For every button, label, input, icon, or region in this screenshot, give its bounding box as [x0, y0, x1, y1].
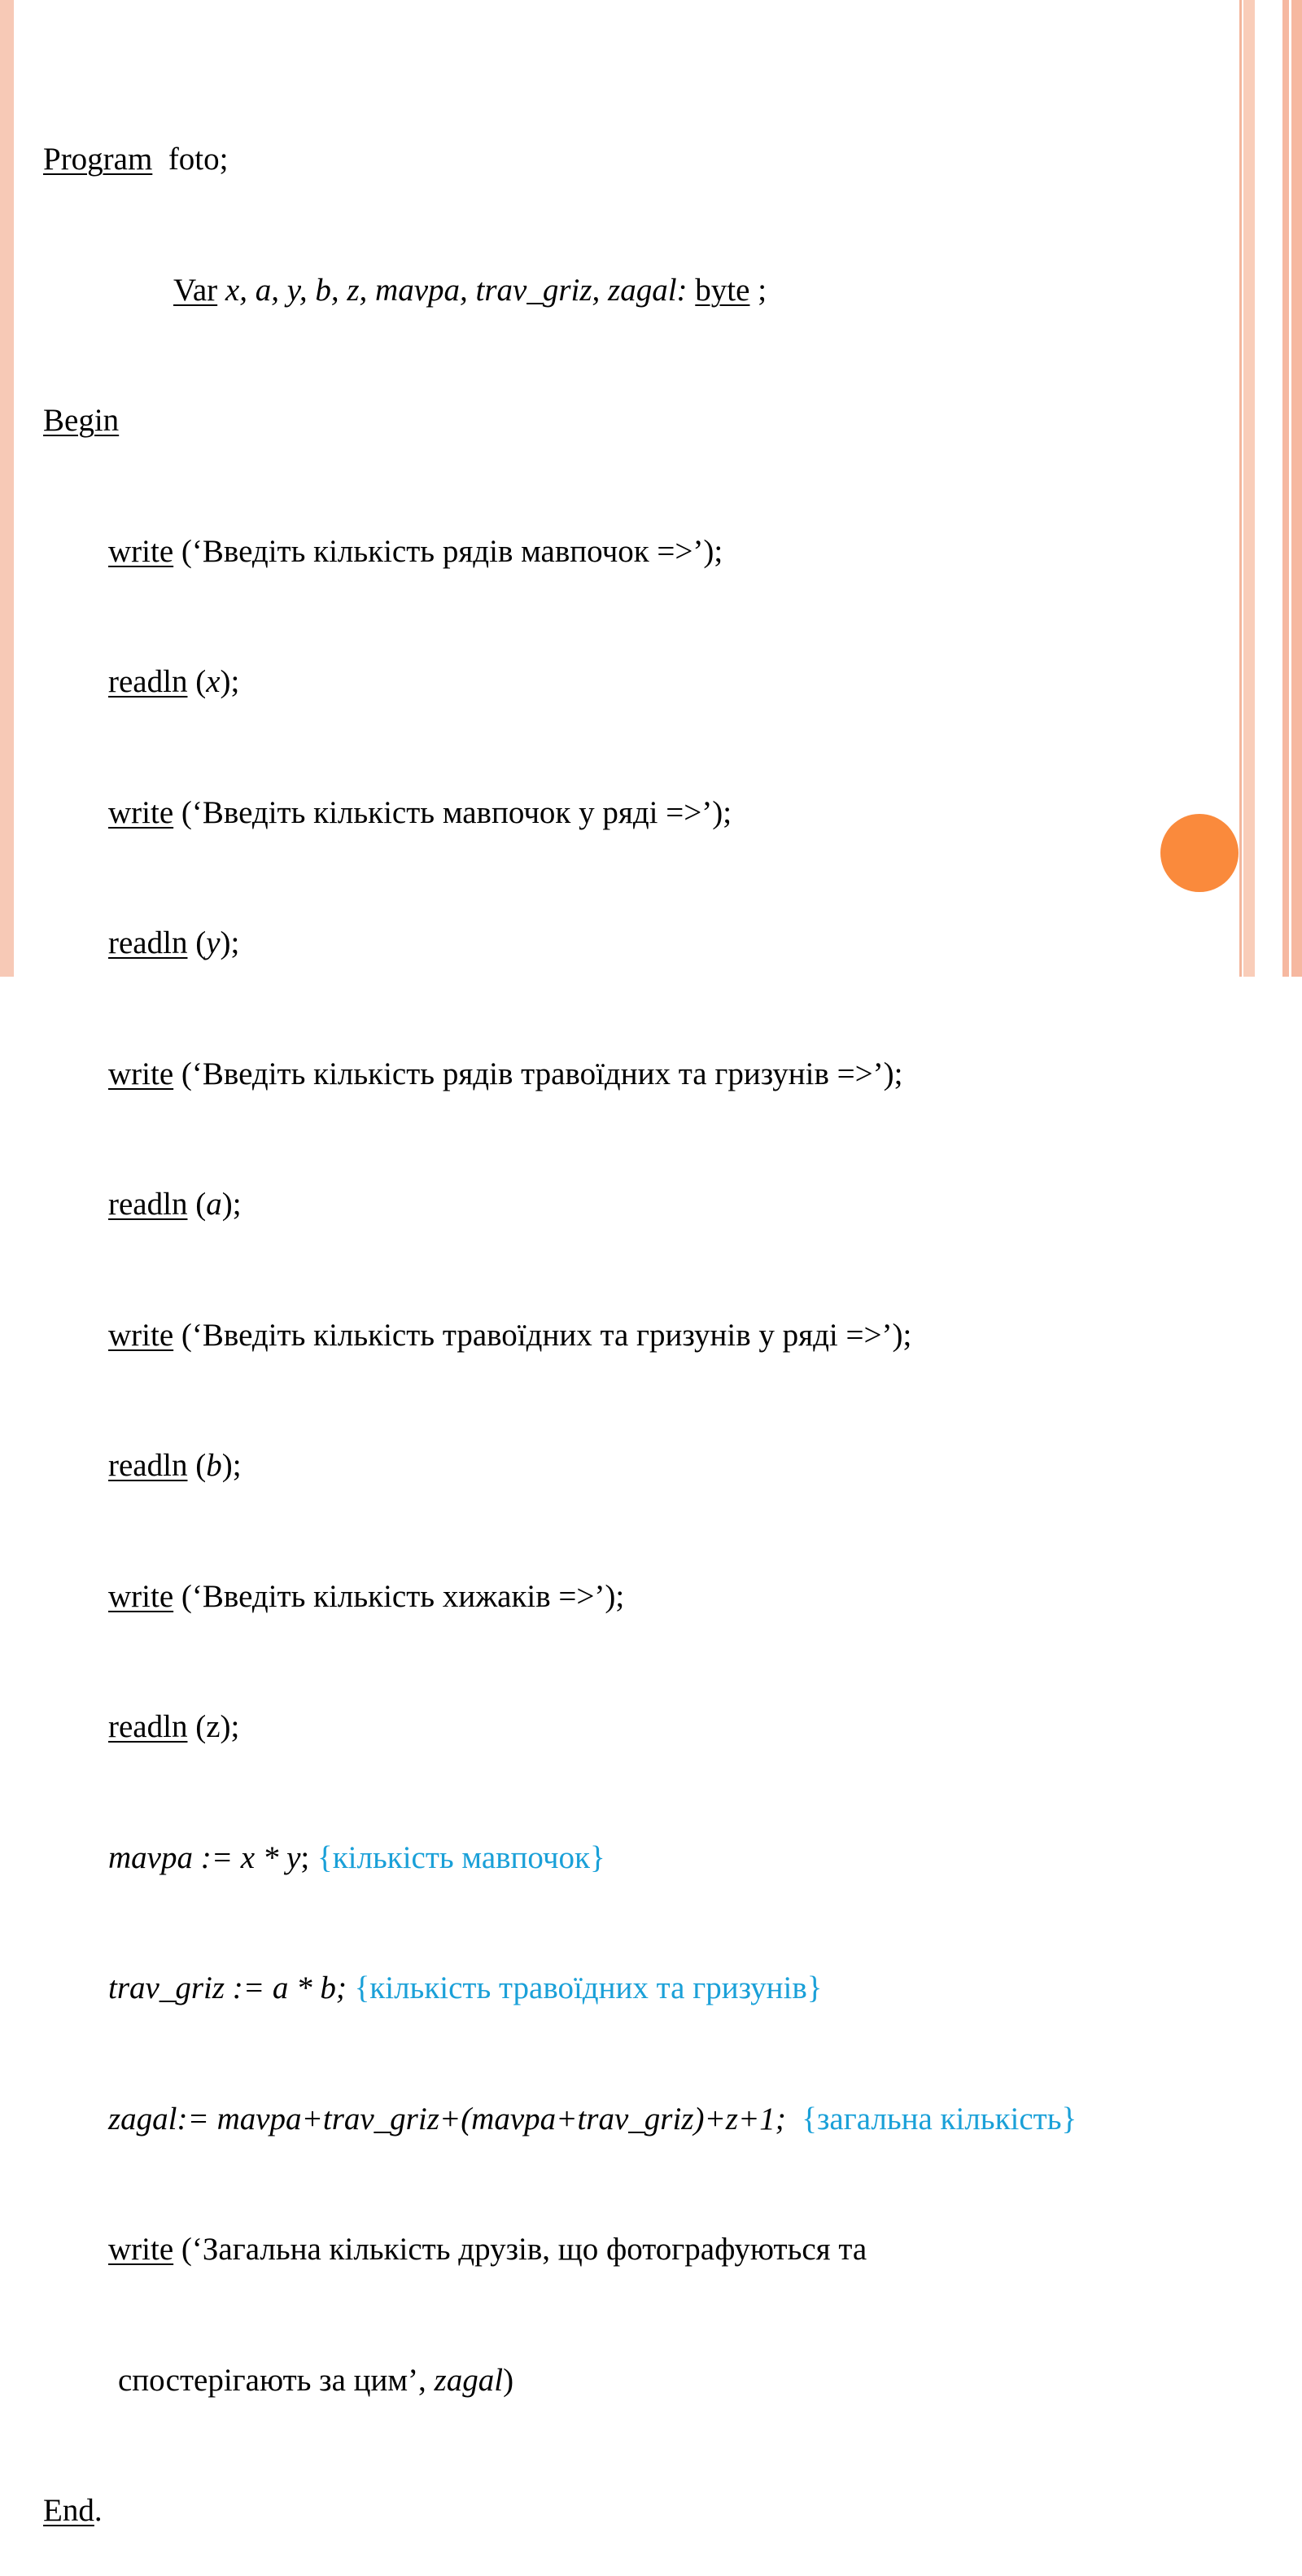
code-line-readln-2	[43, 921, 1077, 965]
keyword-write: write	[108, 2232, 174, 2267]
code-line-readln-4	[43, 1444, 1077, 1488]
code-line-write-1	[43, 530, 1077, 574]
code-line-begin	[43, 399, 1077, 443]
output-var: zagal	[434, 2362, 504, 2398]
code-line-readln-5	[43, 1705, 1077, 1749]
write-args: (‘Введіть кількість травоїдних та гризунів у ряді =>’);	[173, 1317, 912, 1353]
slide-left-border	[0, 0, 14, 977]
keyword-end: End	[43, 2493, 94, 2528]
code-line-end	[43, 2489, 1077, 2533]
code-line-zagal	[43, 2097, 1077, 2141]
keyword-write: write	[108, 1578, 174, 1614]
code-line-write-final	[43, 2228, 1077, 2272]
assignment-mavpa: mavpa := x * y	[108, 1839, 301, 1875]
semicolon: ;	[300, 1839, 317, 1875]
paren-open: (	[187, 664, 207, 699]
var-list: x, a, y, b, z, mavpa, trav_griz, zagal:	[217, 272, 696, 308]
write-args: (‘Введіть кількість рядів травоїдних та гризунів =>’);	[173, 1056, 903, 1091]
keyword-readln: readln	[108, 925, 188, 960]
program-name: foto;	[152, 142, 229, 177]
code-line-write-final-cont	[43, 2359, 1077, 2403]
var-terminator: ;	[749, 272, 767, 308]
paren-close: );	[221, 1187, 242, 1222]
paren-open: (	[187, 1187, 207, 1222]
write-args: (‘Введіть кількість рядів мавпочок =>’);	[173, 533, 723, 569]
slide-right-border-outer	[1282, 0, 1302, 977]
keyword-var: Var	[173, 272, 218, 308]
slide-right-border-inner	[1243, 0, 1255, 977]
keyword-write: write	[108, 794, 174, 830]
end-period: .	[94, 2493, 103, 2528]
paren-close: );	[220, 664, 240, 699]
comment-zagal: {загальна кількість}	[802, 2101, 1077, 2136]
keyword-readln: readln	[108, 1187, 188, 1222]
comment-mavpa: {кількість мавпочок}	[317, 1839, 605, 1875]
keyword-readln: readln	[108, 664, 188, 699]
code-line-trav-griz	[43, 1966, 1077, 2010]
paren-open: (	[187, 925, 207, 960]
keyword-write: write	[108, 1056, 174, 1091]
assignment-zagal: zagal:= mavpa+trav_griz+(mavpa+trav_griz)+z+1;	[108, 2101, 786, 2136]
comment-trav-griz: {кількість травоїдних та гризунів}	[354, 1970, 823, 2005]
code-line-write-4	[43, 1314, 1077, 1358]
keyword-write: write	[108, 1317, 174, 1353]
readln-var: a	[206, 1187, 222, 1222]
paren-close: )	[503, 2362, 514, 2398]
paren-open: (	[187, 1448, 207, 1483]
code-line-write-5	[43, 1575, 1077, 1619]
code-line-write-3	[43, 1052, 1077, 1096]
readln-args: (z);	[187, 1709, 240, 1744]
pascal-code-block	[43, 50, 1077, 2576]
spacer	[347, 1970, 355, 2005]
write-args-continued: спостерігають за цим’,	[118, 2362, 435, 2398]
orange-circle-decoration	[1160, 814, 1239, 892]
keyword-readln: readln	[108, 1709, 188, 1744]
code-line-write-2	[43, 791, 1077, 835]
slide-right-border-line	[1239, 0, 1242, 977]
keyword-readln: readln	[108, 1448, 188, 1483]
readln-var: y	[206, 925, 221, 960]
keyword-program: Program	[43, 142, 153, 177]
keyword-write: write	[108, 533, 174, 569]
write-args: (‘Введіть кількість мавпочок у ряді =>’);	[173, 794, 732, 830]
write-args: (‘Загальна кількість друзів, що фотографуються та	[173, 2232, 867, 2267]
readln-var: x	[206, 664, 221, 699]
spacer	[786, 2101, 802, 2136]
readln-var: b	[206, 1448, 222, 1483]
code-line-readln-3	[43, 1183, 1077, 1227]
paren-close: );	[220, 925, 240, 960]
code-line-mavpa	[43, 1836, 1077, 1880]
keyword-byte: byte	[695, 272, 750, 308]
code-line-readln-1	[43, 660, 1077, 704]
code-line-program	[43, 138, 1077, 182]
assignment-trav-griz: trav_griz := a * b;	[108, 1970, 347, 2005]
paren-close: );	[221, 1448, 242, 1483]
write-args: (‘Введіть кількість хижаків =>’);	[173, 1578, 625, 1614]
code-line-var	[43, 269, 1077, 313]
keyword-begin: Begin	[43, 403, 120, 438]
